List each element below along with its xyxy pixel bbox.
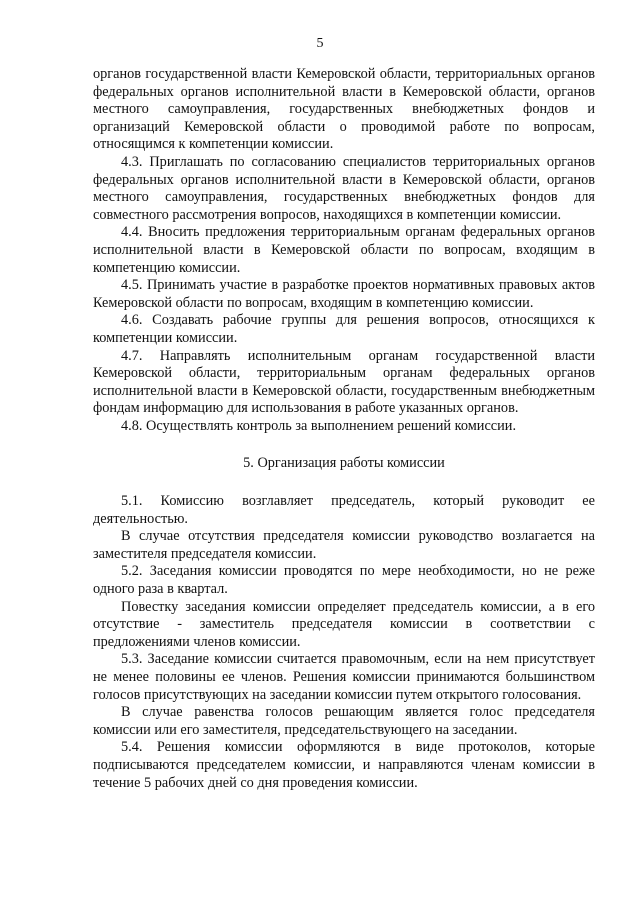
paragraph-5-2: 5.2. Заседания комиссии проводятся по мере необходимости, но не реже одного раза в квартал. — [93, 563, 595, 598]
paragraph-5-3: 5.3. Заседание комиссии считается правомочным, если на нем присутствует не менее половины ее членов. Решения комиссии принимаются большинством голосов присутствующих на заседании комиссии путем открытого голосования. — [93, 651, 595, 703]
paragraph-5-1-absence: В случае отсутствия председателя комиссии руководство возлагается на заместителя председателя комиссии. — [93, 528, 595, 562]
paragraph-4-7: 4.7. Направлять исполнительным органам государственной власти Кемеровской области, территориальным органам федеральных органов исполнительной власти в Кемеровской области, государственным внебюджетным фондам информацию для использования в работе указанных органов. — [93, 347, 595, 417]
paragraph-4-8: 4.8. Осуществлять контроль за выполнением решений комиссии. — [121, 417, 517, 434]
paragraph-5-4: 5.4. Решения комиссии оформляются в виде протоколов, которые подписываются председателем комиссии, и направляются членам комиссии в течение 5 рабочих дней со дня проведения комиссии. — [93, 739, 595, 791]
paragraph-5-3-tie: В случае равенства голосов решающим является голос председателя комиссии или его заместителя, председательствующего на заседании. — [93, 704, 595, 738]
paragraph-5-1: 5.1. Комиссию возглавляет председатель, который руководит ее деятельностью. — [93, 493, 595, 527]
page-number: 5 — [316, 36, 324, 51]
paragraph-5-2-agenda: Повестку заседания комиссии определяет председатель комиссии, а в его отсутствие - заместитель председателя комиссии в соответствии с предложениями членов комиссии. — [93, 598, 595, 650]
paragraph-4-3: 4.3. Приглашать по согласованию специалистов территориальных органов федеральных органов исполнительной власти в Кемеровской области, органов местного самоуправления, государственных внебюджетных фондов для совместного рассмотрения вопросов, находящихся в компетенции комиссии. — [93, 153, 595, 223]
paragraph-4-5: 4.5. Принимать участие в разработке проектов нормативных правовых актов Кемеровской области по вопросам, входящим в компетенцию комиссии. — [93, 277, 595, 311]
document-body — [93, 66, 595, 792]
paragraph-4-4: 4.4. Вносить предложения территориальным органам федеральных органов исполнительной власти в Кемеровской области по вопросам, входящим в компетенцию комиссии. — [93, 224, 595, 276]
section-heading: 5. Организация работы комиссии — [243, 455, 445, 472]
paragraph-4-6: 4.6. Создавать рабочие группы для решения вопросов, относящихся к компетенции комиссии. — [93, 312, 595, 346]
paragraph-continuation: органов государственной власти Кемеровской области, территориальных органов федеральных органов исполнительной власти в Кемеровской области, органов местного самоуправления, государственных внебюджетных фондов и организаций Кемеровской области о проводимой работе по вопросам, относящимся к компетенции комиссии. — [93, 66, 595, 153]
